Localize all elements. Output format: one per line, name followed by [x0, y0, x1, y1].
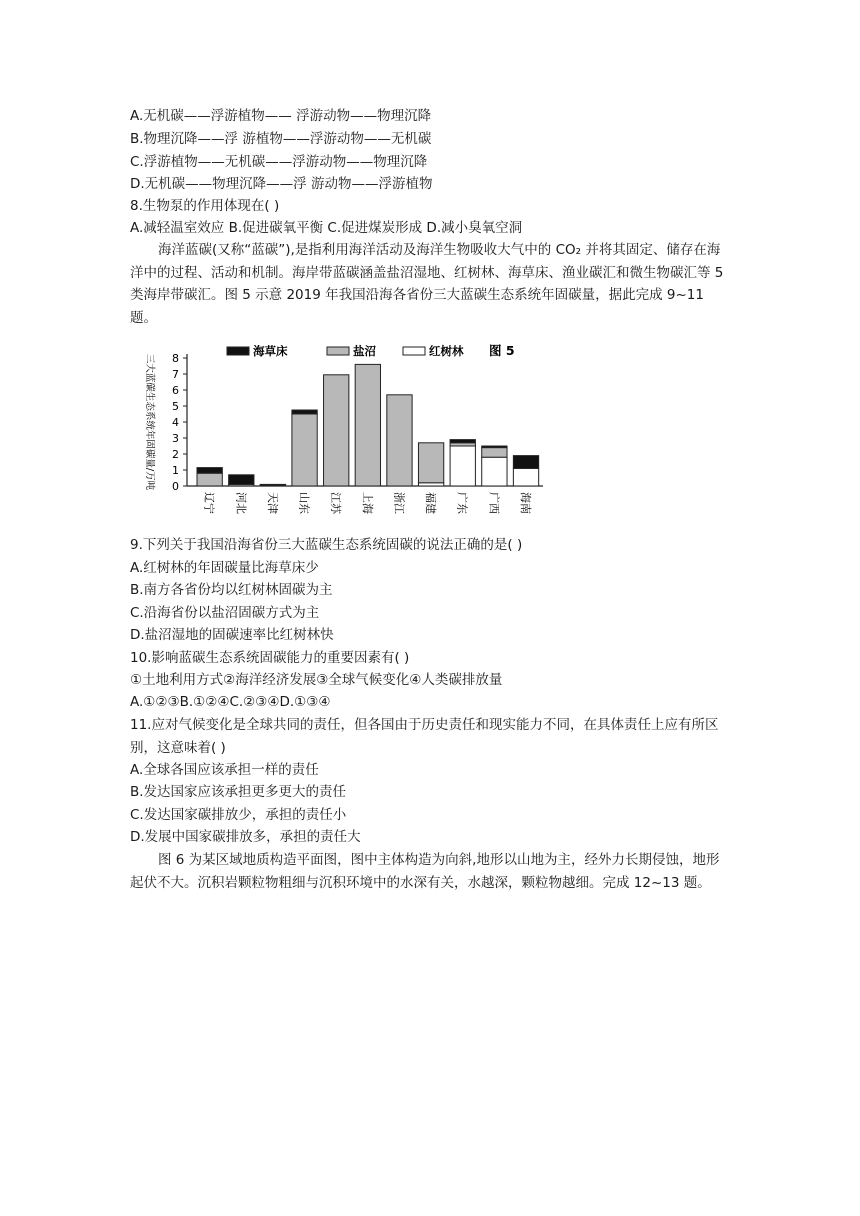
q10-items: ①土地利用方式②海洋经济发展③全球气候变化④人类碳排放量 — [130, 672, 503, 688]
bar-segment — [482, 457, 507, 486]
legend-label: 盐沼 — [353, 344, 376, 358]
x-tick-label: 福建 — [424, 492, 438, 514]
x-tick-label: 广东 — [455, 492, 469, 514]
bar-segment — [229, 475, 254, 485]
y-tick-label: 8 — [172, 352, 179, 365]
x-tick-label: 浙江 — [392, 492, 406, 514]
bar-segment — [450, 440, 475, 443]
bar-segment — [482, 448, 507, 458]
q7-option-a: A.无机碳——浮游植物—— 浮游动物——物理沉降 — [130, 108, 432, 124]
q9-option-a: A.红树林的年固碳量比海草床少 — [130, 560, 319, 576]
y-tick-label: 4 — [172, 416, 179, 429]
q11-option-d: D.发展中国家碳排放多，承担的责任大 — [130, 829, 361, 845]
y-tick-label: 7 — [172, 368, 179, 381]
q9-option-d: D.盐沼湿地的固碳速率比红树林快 — [130, 627, 334, 643]
q7-option-b: B.物理沉降——浮 游植物——浮游动物——无机碳 — [130, 131, 432, 147]
q8-options: A.减轻温室效应 B.促进碳氧平衡 C.促进煤炭形成 D.减小臭氧空洞 — [130, 220, 523, 236]
bar-segment — [324, 375, 349, 486]
chart-title: 图 5 — [489, 343, 515, 358]
x-tick-label: 天津 — [265, 492, 279, 514]
bar-segment — [418, 443, 443, 483]
y-tick-label: 0 — [172, 480, 179, 493]
x-tick-label: 江苏 — [329, 492, 343, 514]
q7-option-d: D.无机碳——物理沉降——浮 游动物——浮游植物 — [130, 176, 433, 192]
passage-blue-carbon: 海洋蓝碳(又称“蓝碳”),是指利用海洋活动及海洋生物吸收大气中的 CO₂ 并将其固定、储存在海洋中的过程、活动和机制。海岸带蓝碳涵盖盐沼湿地、红树林、海草床、渔业碳汇和微生物碳汇等 5 类海岸带碳汇。图 5 示意 2019 年我国沿海各省份三大蓝碳生态系统年固碳量，据此完成 9~11 题。 — [130, 242, 724, 326]
q9-stem: 9.下列关于我国沿海省份三大蓝碳生态系统固碳的说法正确的是( ) — [130, 537, 523, 553]
q7-option-c: C.浮游植物——无机碳——浮游动物——物理沉降 — [130, 154, 428, 170]
y-tick-label: 1 — [172, 464, 179, 477]
x-tick-label: 上海 — [360, 492, 374, 514]
legend-label: 海草床 — [253, 344, 288, 358]
bar-segment — [292, 410, 317, 414]
bar-segment — [513, 468, 538, 486]
bar-segment — [355, 364, 380, 486]
bar-segment — [260, 484, 285, 485]
legend-swatch — [327, 347, 349, 355]
q9-option-b: B.南方各省份均以红树林固碳为主 — [130, 582, 333, 598]
x-tick-label: 河北 — [234, 492, 248, 514]
y-tick-label: 2 — [172, 448, 179, 461]
legend-label: 红树林 — [429, 344, 464, 358]
bar-segment — [513, 456, 538, 469]
q8-stem: 8.生物泵的作用体现在( ) — [130, 198, 280, 214]
x-tick-label: 海南 — [519, 492, 533, 514]
bar-segment — [387, 395, 412, 486]
x-tick-label: 山东 — [297, 492, 311, 514]
bar-segment — [450, 446, 475, 486]
y-tick-label: 6 — [172, 384, 179, 397]
legend-swatch — [403, 347, 425, 355]
q10-stem: 10.影响蓝碳生态系统固碳能力的重要因素有( ) — [130, 650, 410, 666]
q11-option-b: B.发达国家应该承担更多更大的责任 — [130, 784, 347, 800]
bar-segment — [197, 473, 222, 486]
q9-option-c: C.沿海省份以盐沼固碳方式为主 — [130, 605, 320, 621]
q10-options: A.①②③B.①②④C.②③④D.①③④ — [130, 694, 331, 710]
bar-segment — [197, 468, 222, 474]
q11-option-a: A.全球各国应该承担一样的责任 — [130, 762, 319, 778]
passage-figure-6: 图 6 为某区域地质构造平面图，图中主体构造为向斜,地形以山地为主，经外力长期侵蚀，地形起伏不大。沉积岩颗粒物粗细与沉积环境中的水深有关，水越深，颗粒物越细。完成 12~13 题。 — [130, 852, 720, 891]
bar-segment — [482, 446, 507, 448]
q11-option-c: C.发达国家碳排放少，承担的责任小 — [130, 807, 347, 823]
y-tick-label: 3 — [172, 432, 179, 445]
x-tick-label: 辽宁 — [202, 492, 216, 514]
y-tick-label: 5 — [172, 400, 179, 413]
y-axis-label: 三大蓝碳生态系统年固碳量/万吨 — [144, 353, 155, 491]
legend-swatch — [227, 347, 249, 355]
figure-5-chart — [135, 338, 555, 523]
x-tick-label: 广西 — [487, 492, 501, 514]
bar-segment — [292, 414, 317, 486]
q11-stem: 11.应对气候变化是全球共同的责任，但各国由于历史责任和现实能力不同，在具体责任上应有所区别，这意味着( ) — [130, 717, 719, 756]
